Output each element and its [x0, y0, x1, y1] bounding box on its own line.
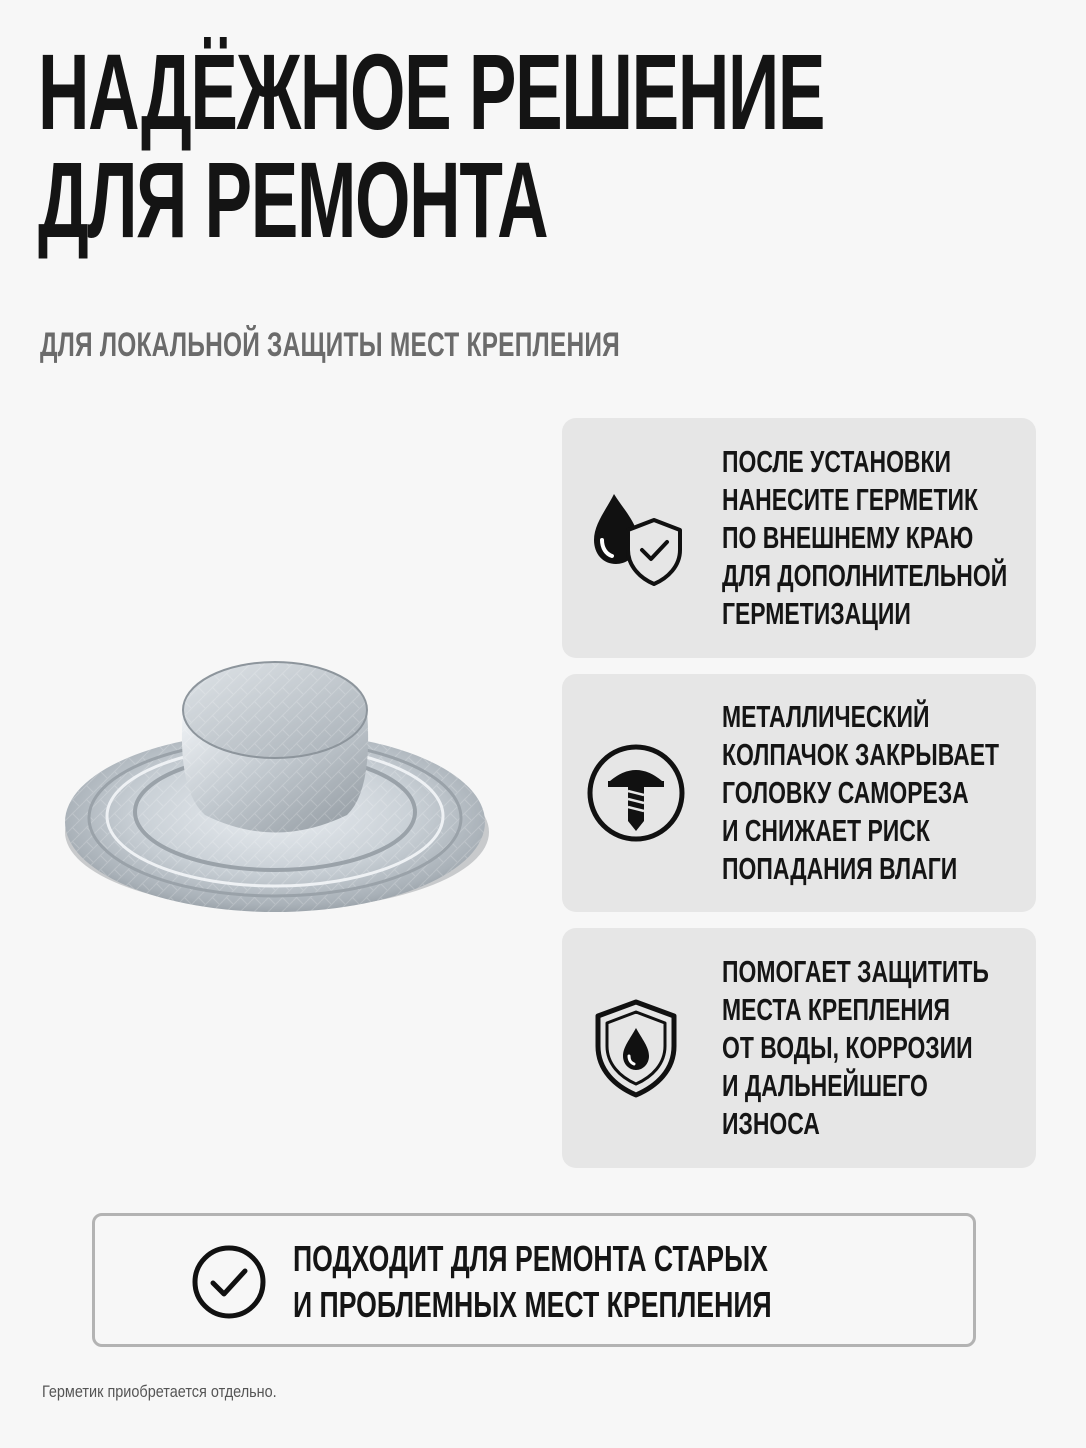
title-line-2: ДЛЯ РЕМОНТА — [38, 139, 548, 260]
feature-line: ОТ ВОДЫ, КОРРОЗИИ — [722, 1030, 973, 1065]
check-circle-icon — [191, 1244, 267, 1320]
metal-cap-image — [55, 600, 495, 920]
feature-line: ПОСЛЕ УСТАНОВКИ — [722, 444, 951, 479]
banner-text — [293, 1236, 772, 1328]
feature-text — [722, 953, 989, 1143]
feature-card-sealant — [562, 418, 1036, 658]
feature-line: И СНИЖАЕТ РИСК — [722, 813, 930, 848]
feature-line: МЕТАЛЛИЧЕСКИЙ — [722, 699, 930, 734]
screw-icon — [584, 741, 688, 845]
feature-line: МЕСТА КРЕПЛЕНИЯ — [722, 992, 950, 1027]
banner-line: ПОДХОДИТ ДЛЯ РЕМОНТА СТАРЫХ — [293, 1238, 768, 1279]
page-title — [38, 31, 825, 260]
feature-card-cap — [562, 674, 1036, 912]
feature-line: ГОЛОВКУ САМОРЕЗА — [722, 775, 969, 810]
feature-line: ПО ВНЕШНЕМУ КРАЮ — [722, 520, 974, 555]
feature-line: И ДАЛЬНЕЙШЕГО — [722, 1068, 928, 1103]
feature-text — [722, 443, 1007, 633]
feature-line: ДЛЯ ДОПОЛНИТЕЛЬНОЙ — [722, 558, 1008, 593]
feature-line: ПОМОГАЕТ ЗАЩИТИТЬ — [722, 954, 989, 989]
drop-shield-check-icon — [584, 486, 688, 590]
feature-line: НАНЕСИТЕ ГЕРМЕТИК — [722, 482, 978, 517]
page-subtitle: ДЛЯ ЛОКАЛЬНОЙ ЗАЩИТЫ МЕСТ КРЕПЛЕНИЯ — [40, 326, 620, 364]
banner-line: И ПРОБЛЕМНЫХ МЕСТ КРЕПЛЕНИЯ — [293, 1284, 772, 1325]
feature-line: ГЕРМЕТИЗАЦИИ — [722, 596, 911, 631]
feature-line: ИЗНОСА — [722, 1106, 820, 1141]
feature-card-protection — [562, 928, 1036, 1168]
feature-line: ПОПАДАНИЯ ВЛАГИ — [722, 851, 958, 886]
feature-text — [722, 698, 999, 888]
footnote: Герметик приобретается отдельно. — [42, 1382, 277, 1401]
suitability-banner — [92, 1213, 976, 1347]
feature-line: КОЛПАЧОК ЗАКРЫВАЕТ — [722, 737, 1000, 772]
shield-drop-icon — [584, 996, 688, 1100]
title-line-1: НАДЁЖНОЕ РЕШЕНИЕ — [38, 31, 825, 152]
